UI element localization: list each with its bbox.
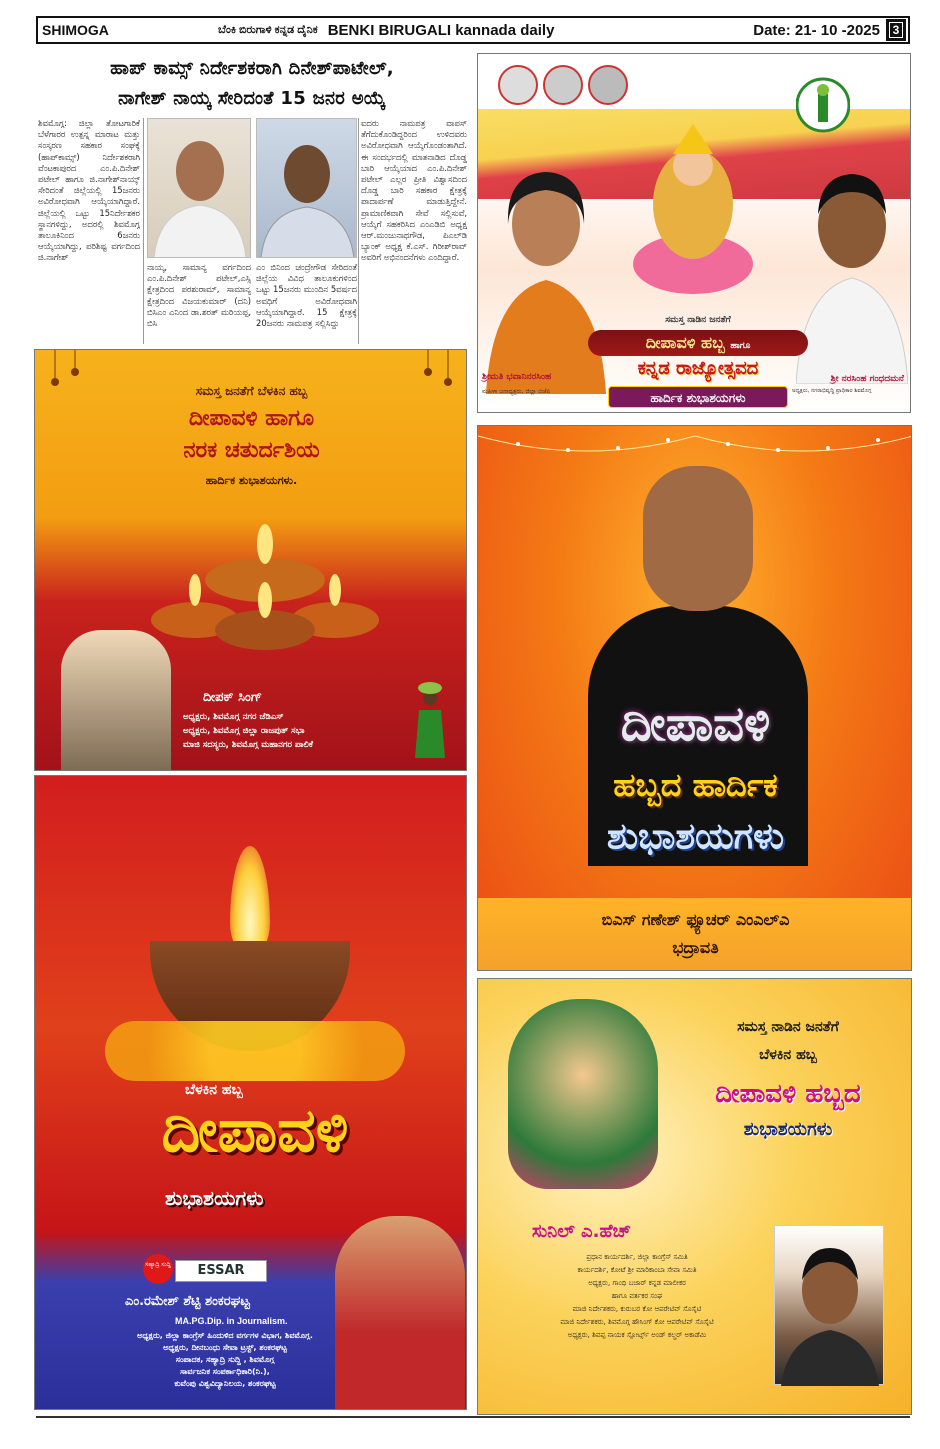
ad5-shubhashayagalu: ಶುಭಾಶಯಗಳು	[743, 1119, 833, 1140]
ad5-designation	[502, 1251, 772, 1342]
ad1-info-right: ಅಧ್ಯಕ್ಷರು, ನಗರಾಭಿವೃದ್ಧಿ ಪ್ರಾಧಿಕಾರ ಶಿವಮೊಗ್ಗ	[792, 388, 872, 394]
ad5-person-photo	[774, 1225, 884, 1385]
paper-english-name: BENKI BIRUGALI kannada daily	[327, 21, 555, 39]
man-portrait-icon	[796, 154, 908, 384]
ad2-name: ದೀಪಕ್ ಸಿಂಗ್	[203, 690, 262, 705]
ad4-desc-3: ಸಂಪಾದಕ, ಸಹ್ಯಾದ್ರಿ ಸುದ್ದಿ , ಶಿವಮೊಗ್ಗ	[175, 1355, 275, 1364]
ad-deepavali-rajyotsava	[477, 53, 911, 413]
ad4-degree: MA.PG.Dip. in Journalism.	[175, 1316, 288, 1326]
article-column-2a: ನಾಯ್ಕ, ಸಾಮಾನ್ಯ ವರ್ಗದಿಂದ ಎಂ.ಪಿ.ದಿನೇಶ್ ಪಟೇಲ್,ಎಸ್ಸಿ ಕ್ಷೇತ್ರದಿಂದ ಪರಶುರಾಮ್, ಸಾಮಾನ್ಯ ಕ್ಷೇತ್ರದಿಂದ ವಿಜಯಕುಮಾರ್ (ದನಿ) ಬಿಸಿಎಂ ಎನಿಂದ ಡಾ.ಶರತ್ ಮರಿಯಪ್ಪ, ಬಿಸಿ	[147, 262, 251, 329]
ad2-line-4: ಹಾರ್ದಿಕ ಶುಭಾಶಯಗಳು.	[205, 474, 298, 487]
essar-logo: ESSAR	[175, 1260, 267, 1282]
headline-line-2: ನಾಗೇಶ್ ನಾಯ್ಕ ಸೇರಿದಂತೆ 15 ಜನರ ಅಯ್ಕೆ	[118, 88, 386, 109]
ad2-line-1: ಸಮಸ್ತ ಜನತೆಗೆ ಬೆಳಕಿನ ಹಬ್ಬ	[195, 384, 308, 398]
ad2-desc-3: ಮಾಜಿ ಸದಸ್ಯರು, ಶಿವಮೊಗ್ಗ ಮಹಾನಗರ ಪಾಲಿಕೆ	[183, 740, 313, 750]
diya-flame-icon	[230, 846, 270, 956]
article-headline	[36, 54, 468, 118]
ad-deepavali-ganesh	[477, 425, 912, 971]
column-divider	[143, 118, 144, 344]
bottom-rule	[36, 1416, 910, 1418]
ad2-desc-1: ಅಧ್ಯಕ್ಷರು, ಶಿವಮೊಗ್ಗ ನಗರ ಜೆಡಿಎಸ್	[183, 712, 284, 722]
ad1-deepavali-text: ದೀಪಾವಳಿ ಹಬ್ಬ	[645, 333, 725, 352]
ad1-info-left: ಮಹಿಳಾ ಜನಾಧ್ಯಕ್ಷರು, ಜಿಲ್ಲಾ ಬಿಜೆಪಿ	[482, 388, 551, 395]
ad4-desc-2: ಅಧ್ಯಕ್ಷರು, ದೀನಬಂಧು ಸೇವಾ ಟ್ರಸ್ಟ್, ಶಂಕರಘಟ್ಟ	[163, 1343, 287, 1352]
ad5-line-2: ಬೆಳಕಿನ ಹಬ್ಬ	[759, 1047, 817, 1063]
article-column-3: ಐದರು ನಾಮಪತ್ರ ವಾಪಸ್ ತೆಗೆದುಕೊಂಡಿದ್ದರಿಂದ ಉಳಿದವರು ಅವಿರೋಧವಾಗಿ ಆಯ್ಕೆಗೊಂಡಂತಾಗಿದೆ. ಈ ಸಂದರ್ಭದಲ್ಲಿ ಮಾತನಾಡಿದ ದೊಡ್ಡ ಬಾರಿ ಆಯ್ಕೆಯಾದ ಎಂ.ಪಿ.ದಿನೇಶ್ ಪಟೇಲ್ ಎಲ್ಲರ ಪ್ರೀತಿ ವಿಶ್ವಾಸದಿಂದ ದೊಡ್ಡ ಬಾರಿ ಸಹಕಾರ ಕ್ಷೇತ್ರಕ್ಕೆ ಪಾದಾರ್ಪಣೆ ಮಾಡುತ್ತಿದ್ದೇನೆ. ಪ್ರಾಮಾಣಿಕವಾಗಿ ಸೇವೆ ಸಲ್ಲಿಸುವೆ, ಆಯ್ಕೆಗೆ ಸಹಕರಿಸಿದ ಎಂಎಡಿಬಿ ಅಧ್ಯಕ್ಷ ಆರ್.ಮಂಜುನಾಥಗೌಡ, ಪಿಎಲ್‌ಡಿ ಬ್ಯಾಂಕ್ ಅಧ್ಯಕ್ಷ ಕೆ.ಎಸ್. ಗಿರೀಶ್‌ರಾವ್ ಅವರಿಗೆ ಅಭಿನಂದನೆಗಳು ಎಂದಿದ್ದಾರೆ.	[361, 118, 467, 263]
ad1-name-left: ಶ್ರೀಮತಿ ಭವಾನಿನರಸಿಂಹ	[482, 372, 552, 382]
ad2-designation	[183, 710, 463, 752]
marigold-flowers-icon	[105, 1021, 405, 1081]
ad4-shubhashayagalu: ಶುಭಾಶಯಗಳು	[165, 1186, 264, 1210]
string-lights-icon	[478, 426, 912, 466]
ad2-person-photo	[61, 630, 171, 771]
ad5-desc-6: ಮಾಜಿ ನಿರ್ದೇಶಕರು, ಶಿವಮೊಗ್ಗ ಹೌಸಿಂಗ್ ಕೋ ಆಪರೇಟಿವ್ ಸೊಸೈಟಿ	[560, 1318, 714, 1326]
ad3-person-face	[643, 466, 753, 611]
ad3-habbada: ಹಬ್ಬದ ಹಾರ್ದಿಕ	[613, 766, 778, 804]
issue-date: Date: 21- 10 -2025	[753, 21, 880, 39]
city-label: SHIMOGA	[42, 22, 109, 38]
ad4-desc-5: ಕುವೆಂಪು ವಿಶ್ವವಿದ್ಯಾನಿಲಯ, ಶಂಕರಘಟ್ಟ	[174, 1379, 276, 1388]
ad5-desc-1: ಪ್ರಧಾನ ಕಾರ್ಯದರ್ಶಿ, ಜಿಲ್ಲಾ ಕಾಂಗ್ರೆಸ್ ಸಮಿತಿ	[586, 1253, 688, 1261]
article-column-1: ಶಿವಮೊಗ್ಗ: ಜಿಲ್ಲಾ ತೋಟಗಾರಿಕೆ ಬೆಳೆಗಾರರ ಉತ್ಪನ್ನ ಮಾರಾಟ ಮತ್ತು ಸಂಸ್ಕರಣ ಸಹಕಾರ ಸಂಘಕ್ಕೆ (ಹಾಪ್‌ಕಾಮ್ಸ್) ನಿರ್ದೇಶಕರಾಗಿ ವೆಂಟಕಾಪುರದ ಎಂ.ಪಿ.ದಿನೇಶ್ ಪಟೇಲ್ ಹಾಗೂ ಜಿ.ನಾಗೇಶ್‌ನಾಯ್ಕ್ ಸೇರಿದಂತೆ ಜಿಲ್ಲೆಯಲ್ಲಿ 15ಜನರು ಅವಿರೋಧವಾಗಿ ಆಯ್ಕೆಯಾಗಿದ್ದಾರೆ. ಜಿಲ್ಲೆಯಲ್ಲಿ ಒಟ್ಟು 15ನಿರ್ದೇಶಕರ ಸ್ಥಾನಗಳಿದ್ದು, ಅದರಲ್ಲಿ ಶಿವಮೊಗ್ಗ ತಾಲೂಕಿನಿಂದ 6ಜನರು ಆಯ್ಕೆಯಾಗಿದ್ದು, ಪರಿಶಿಷ್ಟ ವರ್ಗದಿಂದ ಜಿ.ನಾಗೇಶ್	[38, 118, 140, 263]
person-photo-icon	[775, 1226, 885, 1386]
ad5-line-1: ಸಮಸ್ತ ನಾಡಿನ ಜನತೆಗೆ	[737, 1019, 839, 1035]
ad5-deepavali: ದೀಪಾವಳಿ ಹಬ್ಬದ	[715, 1079, 861, 1109]
ad2-desc-2: ಅಧ್ಯಕ್ಷರು, ಶಿವಮೊಗ್ಗ ಜಿಲ್ಲಾ ರಾಜಪುತ್ ಸಭಾ	[183, 726, 305, 736]
ad3-footer-place: ಭದ್ರಾವತಿ	[672, 938, 719, 957]
ad4-line-1: ಬೆಳಕಿನ ಹಬ್ಬ	[185, 1082, 243, 1098]
masthead	[36, 16, 910, 44]
ad4-deepavali: ದೀಪಾವಳಿ	[161, 1096, 349, 1166]
leader-portraits-icon	[498, 62, 628, 108]
ad1-name-right: ಶ್ರೀ ನರಸಿಂಹ ಗಂಧದಮನೆ	[830, 374, 904, 384]
ad1-greeting: ಹಾರ್ದಿಕ ಶುಭಾಶಯಗಳು	[608, 386, 788, 408]
ad4-name: ಎಂ.ರಮೇಶ್ ಶೆಟ್ಟಿ ಶಂಕರಘಟ್ಟ	[125, 1294, 250, 1309]
ad3-footer	[478, 898, 912, 971]
page-number: 3	[886, 19, 906, 41]
ad1-and-text: ಹಾಗೂ	[730, 341, 751, 351]
ad-deepavali-sunil	[477, 978, 912, 1415]
paper-title	[218, 22, 753, 39]
ad5-desc-7: ಅಧ್ಯಕ್ಷರು, ಶಿವಪ್ಪ ನಾಯಕ ಸ್ಪೋರ್ಟ್ಸ್ ಅಂಡ್ ಕಲ್ಚರ್ ಅಕಾಡೆಮಿ	[567, 1331, 707, 1339]
ad4-desc-4: ಸಾರ್ವಜನಿಕ ಸಂಪರ್ಕಾಧಿಕಾರಿ(ನಿ.),	[180, 1367, 270, 1376]
ad4-desc-1: ಅಧ್ಯಕ್ಷರು, ಜಿಲ್ಲಾ ಕಾಂಗ್ರೆಸ್ ಹಿಂದುಳಿದ ವರ್ಗಗಳ ವಿಭಾಗ, ಶಿವಮೊಗ್ಗ.	[137, 1331, 313, 1340]
ad1-wish-line: ಸಮಸ್ತ ನಾಡಿನ ಜನತೆಗೆ	[665, 315, 731, 325]
ad4-designation	[95, 1330, 355, 1390]
article-photo-dinesh	[147, 118, 251, 258]
article-column-2b: ಎಂ ಬಿನಿಂದ ಚಂದ್ರೇಗೌಡ ಸೇರಿದಂತೆ ಜಿಲ್ಲೆಯ ವಿವಿಧ ತಾಲೂಕುಗಳಿಂದ ಒಟ್ಟು 15ಜನರು ಮುಂದಿನ 5ವರ್ಷದ ಅವಧಿಗೆ ಅವಿರೋಧವಾಗಿ ಆಯ್ಕೆಯಾಗಿದ್ದಾರೆ. 15 ಕ್ಷೇತ್ರಕ್ಕೆ 20ಜನರು ನಾಮಪತ್ರ ಸಲ್ಲಿಸಿದ್ದು	[256, 262, 357, 329]
paper-kannada-name: ಬೆಂಕಿ ಬಿರುಗಾಳಿ ಕನ್ನಡ ದೈನಿಕ	[218, 23, 318, 36]
headline-line-1: ಹಾಪ್ ಕಾಮ್ಸ್ ನಿರ್ದೇಶಕರಾಗಿ ದಿನೇಶ್‌ಪಾಟೇಲ್,	[110, 58, 394, 79]
ad5-desc-2: ಕಾರ್ಯದರ್ಶಿ, ಕೋಟೆ ಶ್ರೀ ಮಾರಿಕಾಂಬಾ ಸೇವಾ ಸಮಿತಿ	[577, 1266, 697, 1274]
column-divider	[358, 118, 359, 344]
ad3-deepavali: ದೀಪಾವಳಿ	[620, 696, 771, 752]
ad5-name: ಸುನಿಲ್ ಎ.ಹೆಚ್	[532, 1221, 631, 1242]
ad-deepavali-ramesh	[34, 775, 467, 1410]
person-photo-icon	[148, 119, 251, 258]
goddess-lakshmi-icon	[628, 114, 758, 304]
ad1-rajyotsava: ಕನ್ನಡ ರಾಜ್ಯೋತ್ಸವದ	[637, 358, 759, 379]
goddess-lakshmi-icon	[508, 999, 658, 1189]
ad2-line-2: ದೀಪಾವಳಿ ಹಾಗೂ	[188, 406, 315, 431]
ad3-footer-name: ಬಿಎಸ್ ಗಣೇಶ್ ಫ್ಯೂಚರ್ ಎಂಎಲ್ಎ	[601, 910, 790, 929]
ad5-desc-3: ಅಧ್ಯಕ್ಷರು, ಗಾಂಧಿ ಬಜಾರ್ ಕನ್ನಡ ಮಾಲೀಕರ	[588, 1279, 686, 1287]
sahyadri-suddi-logo: ಸಹ್ಯಾದ್ರಿ ಸುದ್ದಿ	[143, 1254, 173, 1284]
ad1-deepavali-band	[588, 330, 808, 356]
ad5-desc-4: ಹಾಗೂ ವರ್ತಕರ ಸಂಘ	[611, 1292, 663, 1300]
party-symbol-icon	[796, 74, 850, 136]
article-photo-nagesh	[256, 118, 357, 258]
ad3-shubhashayagalu: ಶುಭಾಶಯಗಳು	[606, 816, 785, 857]
person-photo-icon	[257, 119, 357, 258]
ad2-line-3: ನರಕ ಚತುರ್ದಶಿಯ	[183, 438, 320, 463]
ad5-desc-5: ಮಾಜಿ ನಿರ್ದೇಶಕರು, ಕುರುಬರ ಕೋ ಆಪರೇಟಿವ್ ಸೊಸೈಟಿ	[572, 1305, 702, 1313]
diya-lamps-icon	[145, 520, 385, 660]
ad-deepavali-naraka	[34, 349, 467, 771]
